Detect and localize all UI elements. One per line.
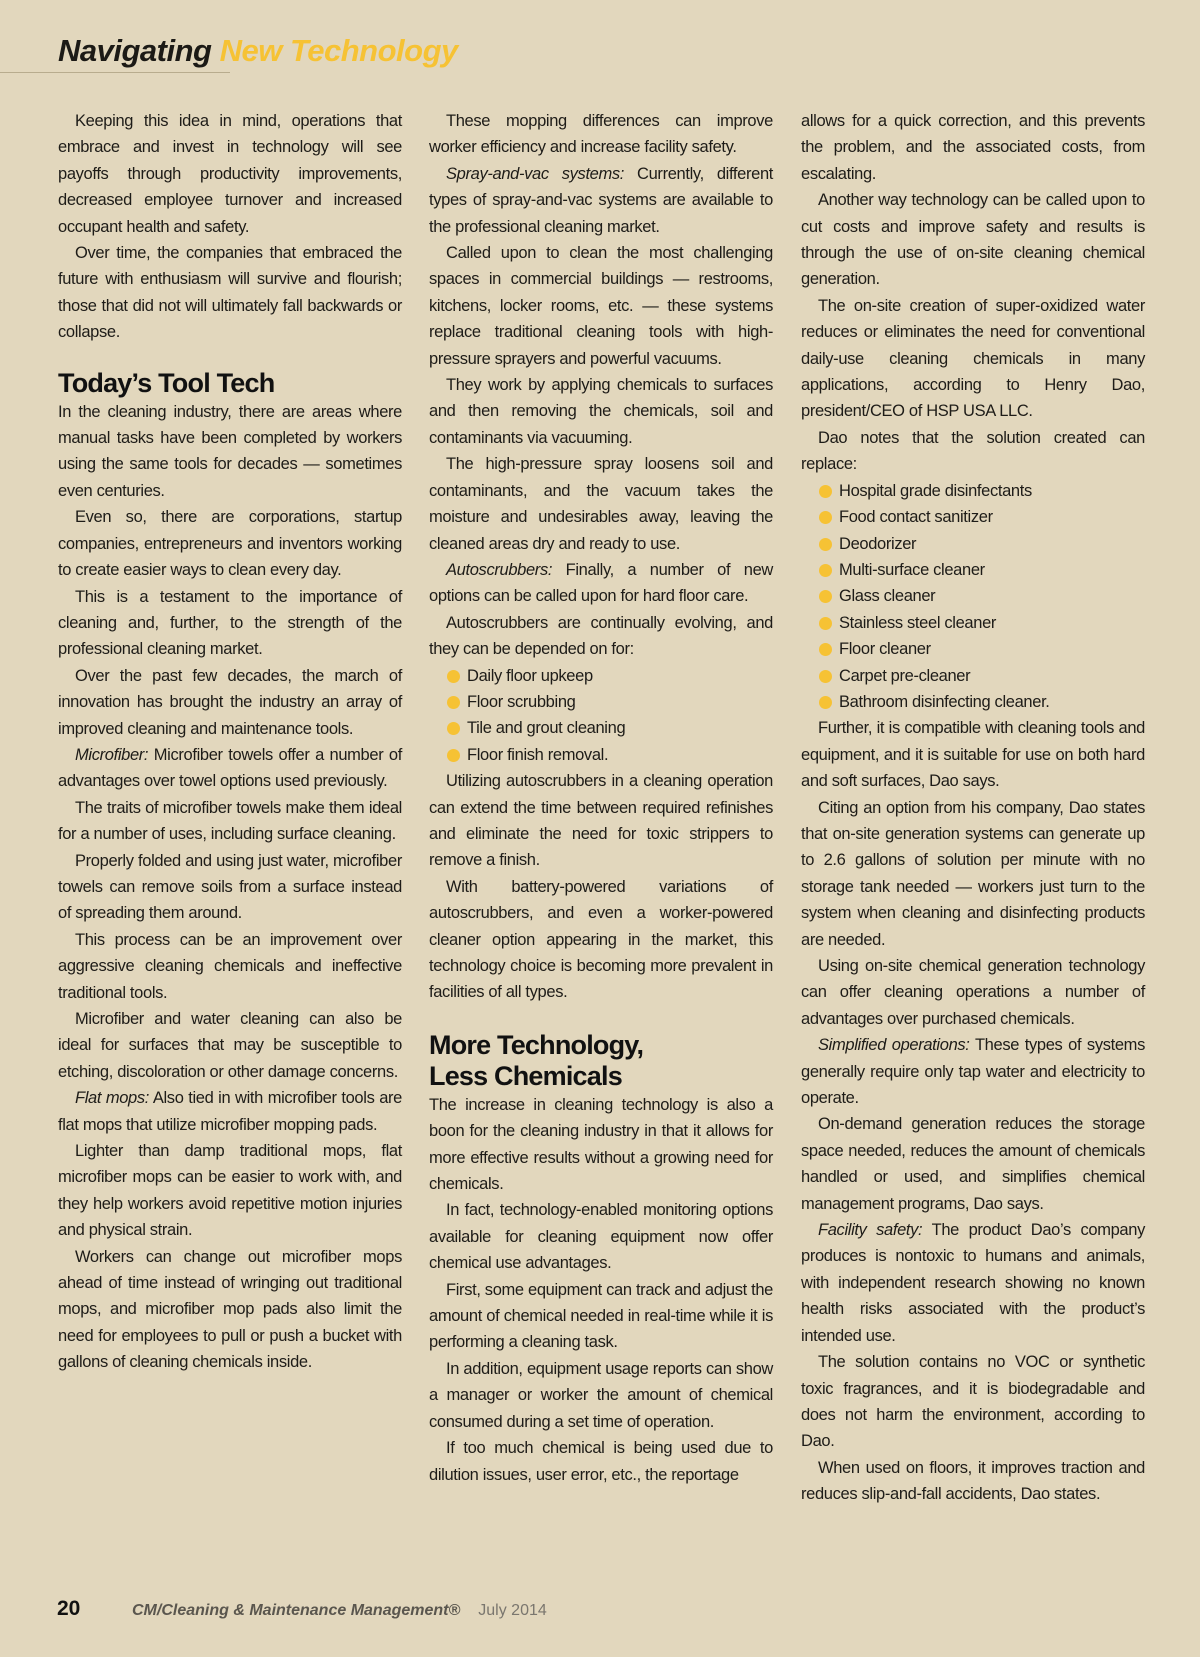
list-item [447, 715, 773, 741]
paragraph: The on-site creation of super-oxidized water reduces or eliminates the need for conventional daily-use cleaning chemicals in many applications, according to Henry Dao, president/CEO of HSP USA LLC. [801, 296, 1145, 421]
page-number: 20 [57, 1597, 81, 1620]
paragraph: In the cleaning industry, there are areas where manual tasks have been completed by workers using the same tools for decades — sometimes even centuries. [58, 402, 402, 500]
paragraph: These mopping differences can improve worker efficiency and increase facility safety. [429, 112, 773, 157]
publication-name: CM/Cleaning & Maintenance Management® [132, 1602, 461, 1619]
list-item [819, 531, 1145, 557]
column-1 [58, 108, 402, 1376]
paragraph: allows for a quick correction, and this prevents the problem, and the associated costs, from escalating. [801, 112, 1145, 183]
paragraph: On-demand generation reduces the storage space needed, reduces the amount of chemicals handled or used, and simplifies chemical management programs, Dao says. [801, 1115, 1145, 1213]
list-item [819, 478, 1145, 504]
paragraph: In addition, equipment usage reports can show a manager or worker the amount of chemical consumed during a set time of operation. [429, 1359, 773, 1431]
list-item-text: Bathroom disinfecting cleaner. [839, 692, 1050, 711]
paragraph-text: These types of systems generally require only tap water and electricity to operate. [801, 1036, 1145, 1108]
issue-date: July 2014 [478, 1602, 547, 1619]
list-item-text: Multi-surface cleaner [839, 560, 985, 579]
column-2 [429, 108, 773, 1488]
list-item-text: Floor finish removal. [467, 745, 609, 764]
paragraph: Workers can change out microfiber mops ahead of time instead of wringing out traditional mops, and microfiber mop pads also limit the need for employees to pull or push a bucket with gallons of cleaning chemicals inside. [58, 1247, 402, 1372]
bullet-dot-icon [819, 564, 832, 577]
bullet-dot-icon [819, 590, 832, 603]
bullet-dot-icon [447, 722, 460, 735]
paragraph: In fact, technology-enabled monitoring options available for cleaning equipment now offer chemical use advantages. [429, 1201, 773, 1273]
list-item [819, 663, 1145, 689]
paragraph: Using on-site chemical generation technology can offer cleaning operations a number of advantages over purchased chemicals. [801, 957, 1145, 1028]
paragraph: This is a testament to the importance of cleaning and, further, to the strength of the professional cleaning market. [58, 587, 402, 659]
paragraph: Autoscrubbers are continually evolving, and they can be depended on for: [429, 613, 773, 659]
run-in-label: Facility safety: [818, 1221, 923, 1240]
page-footer [57, 1597, 547, 1621]
bullet-list-autoscrubbers [429, 663, 773, 769]
list-item-text: Hospital grade disinfectants [839, 481, 1032, 500]
paragraph-text: Currently, different types of spray-and-vac systems are available to the professional cleaning market. [429, 164, 774, 236]
bullet-dot-icon [447, 749, 460, 762]
page-header [58, 33, 458, 69]
paragraph: Further, it is compatible with cleaning tools and equipment, and it is suitable for use on both hard and soft surfaces, Dao says. [801, 719, 1145, 791]
list-item-text: Floor cleaner [839, 640, 931, 659]
section-heading-tool-tech: Today’s Tool Tech [58, 367, 275, 398]
paragraph: Over the past few decades, the march of innovation has brought the industry an array of improved cleaning and maintenance tools. [58, 666, 402, 738]
paragraph: With battery-powered variations of autoscrubbers, and even a worker-powered cleaner option appearing in the market, this technology choice is becoming more prevalent in facilities of all types. [429, 877, 773, 1002]
bullet-dot-icon [819, 538, 832, 551]
paragraph: Citing an option from his company, Dao states that on-site generation systems can generate up to 2.6 gallons of solution per minute with no storage tank needed — workers just turn to the system when cleaning and disinfecting products are needed. [801, 798, 1145, 949]
bullet-dot-icon [819, 643, 832, 656]
paragraph: Over time, the companies that embraced the future with enthusiasm will survive and flourish; those that did not will ultimately fall backwards or collapse. [58, 244, 402, 342]
run-in-label: Microfiber: [75, 745, 149, 764]
list-item-text: Deodorizer [839, 534, 917, 553]
run-in-label: Simplified operations: [818, 1036, 970, 1055]
bullet-dot-icon [819, 511, 832, 524]
bullet-dot-icon [819, 670, 832, 683]
paragraph-text: Also tied in with microfiber tools are flat mops that utilize microfiber mopping pads. [58, 1089, 402, 1134]
heading-line-1: More Technology, [429, 1029, 644, 1060]
run-in-label: Autoscrubbers: [446, 560, 553, 579]
bullet-list-replacements [801, 478, 1145, 716]
paragraph-text: Microfiber towels offer a number of advantages over towel options used previously. [58, 745, 402, 791]
list-item [819, 583, 1145, 609]
list-item-text: Daily floor upkeep [467, 666, 593, 685]
column-3 [801, 108, 1145, 1508]
paragraph: Dao notes that the solution created can replace: [801, 428, 1145, 474]
header-title-part2: New Technology [219, 33, 458, 68]
list-item [819, 636, 1145, 662]
run-in-label: Flat mops: [75, 1089, 150, 1108]
paragraph: This process can be an improvement over aggressive cleaning chemicals and ineffective traditional tools. [58, 930, 402, 1002]
paragraph: The solution contains no VOC or synthetic toxic fragrances, and it is biodegradable and does not harm the environment, according to Dao. [801, 1353, 1145, 1451]
paragraph-text: Finally, a number of new options can be called upon for hard floor care. [429, 560, 773, 606]
bullet-dot-icon [819, 485, 832, 498]
paragraph: If too much chemical is being used due to dilution issues, user error, etc., the reportage [429, 1439, 773, 1484]
list-item [447, 742, 773, 768]
bullet-dot-icon [819, 617, 832, 630]
paragraph: The high-pressure spray loosens soil and contaminants, and the vacuum takes the moisture and undesirables away, leaving the cleaned areas dry and ready to use. [429, 455, 773, 553]
section-heading-more-technology [429, 1030, 773, 1092]
paragraph: Properly folded and using just water, microfiber towels can remove soils from a surface instead of spreading them around. [58, 851, 402, 923]
paragraph [801, 1217, 1145, 1349]
paragraph: The increase in cleaning technology is also a boon for the cleaning industry in that it allows for more effective results without a growing need for chemicals. [429, 1095, 773, 1194]
list-item [819, 504, 1145, 530]
list-item [447, 663, 773, 689]
paragraph [58, 1085, 402, 1138]
paragraph: Another way technology can be called upon to cut costs and improve safety and results is through the use of on-site cleaning chemical generation. [801, 191, 1145, 289]
paragraph: Lighter than damp traditional mops, flat microfiber mops can be easier to work with, and they help workers avoid repetitive motion injuries and physical strain. [58, 1142, 402, 1240]
bullet-dot-icon [447, 696, 460, 709]
list-item [447, 689, 773, 715]
list-item-text: Food contact sanitizer [839, 508, 993, 527]
list-item-text: Carpet pre-cleaner [839, 666, 971, 685]
header-title-part1: Navigating [58, 33, 212, 68]
paragraph [429, 557, 773, 610]
list-item-text: Stainless steel cleaner [839, 613, 997, 632]
paragraph-text: The product Dao’s company produces is nontoxic to humans and animals, with independent research showing no known health risks associated with the product’s intended use. [801, 1221, 1145, 1345]
paragraph: Microfiber and water cleaning can also be ideal for surfaces that may be susceptible to etching, discoloration or other damage concerns. [58, 1010, 402, 1081]
paragraph: Keeping this idea in mind, operations that embrace and invest in technology will see payoffs through productivity improvements, decreased employee turnover and increased occupant health and safety. [58, 112, 402, 236]
list-item [819, 689, 1145, 715]
run-in-label: Spray-and-vac systems: [446, 164, 625, 183]
paragraph [58, 742, 402, 795]
bullet-dot-icon [447, 670, 460, 683]
paragraph: When used on floors, it improves traction and reduces slip-and-fall accidents, Dao states. [801, 1458, 1145, 1504]
bullet-dot-icon [819, 696, 832, 709]
paragraph: The traits of microfiber towels make them ideal for a number of uses, including surface cleaning. [58, 798, 402, 844]
paragraph: Even so, there are corporations, startup companies, entrepreneurs and inventors working to create easier ways to clean every day. [58, 508, 402, 580]
paragraph: First, some equipment can track and adjust the amount of chemical needed in real-time while it is performing a cleaning task. [429, 1280, 773, 1352]
list-item [819, 610, 1145, 636]
list-item [819, 557, 1145, 583]
list-item-text: Tile and grout cleaning [467, 719, 626, 738]
paragraph: They work by applying chemicals to surfaces and then removing the chemicals, soil and contaminants via vacuuming. [429, 376, 773, 447]
paragraph: Called upon to clean the most challenging spaces in commercial buildings — restrooms, kitchens, locker rooms, etc. — these systems replace traditional cleaning tools with high-pressure sprayers and powerful vacuums. [429, 244, 773, 368]
list-item-text: Floor scrubbing [467, 692, 576, 711]
list-item-text: Glass cleaner [839, 587, 936, 606]
paragraph: Utilizing autoscrubbers in a cleaning operation can extend the time between required refinishes and eliminate the need for toxic strippers to remove a finish. [429, 772, 773, 870]
paragraph [429, 161, 773, 240]
heading-line-2: Less Chemicals [429, 1060, 622, 1091]
paragraph [801, 1032, 1145, 1111]
header-rule [0, 72, 230, 73]
